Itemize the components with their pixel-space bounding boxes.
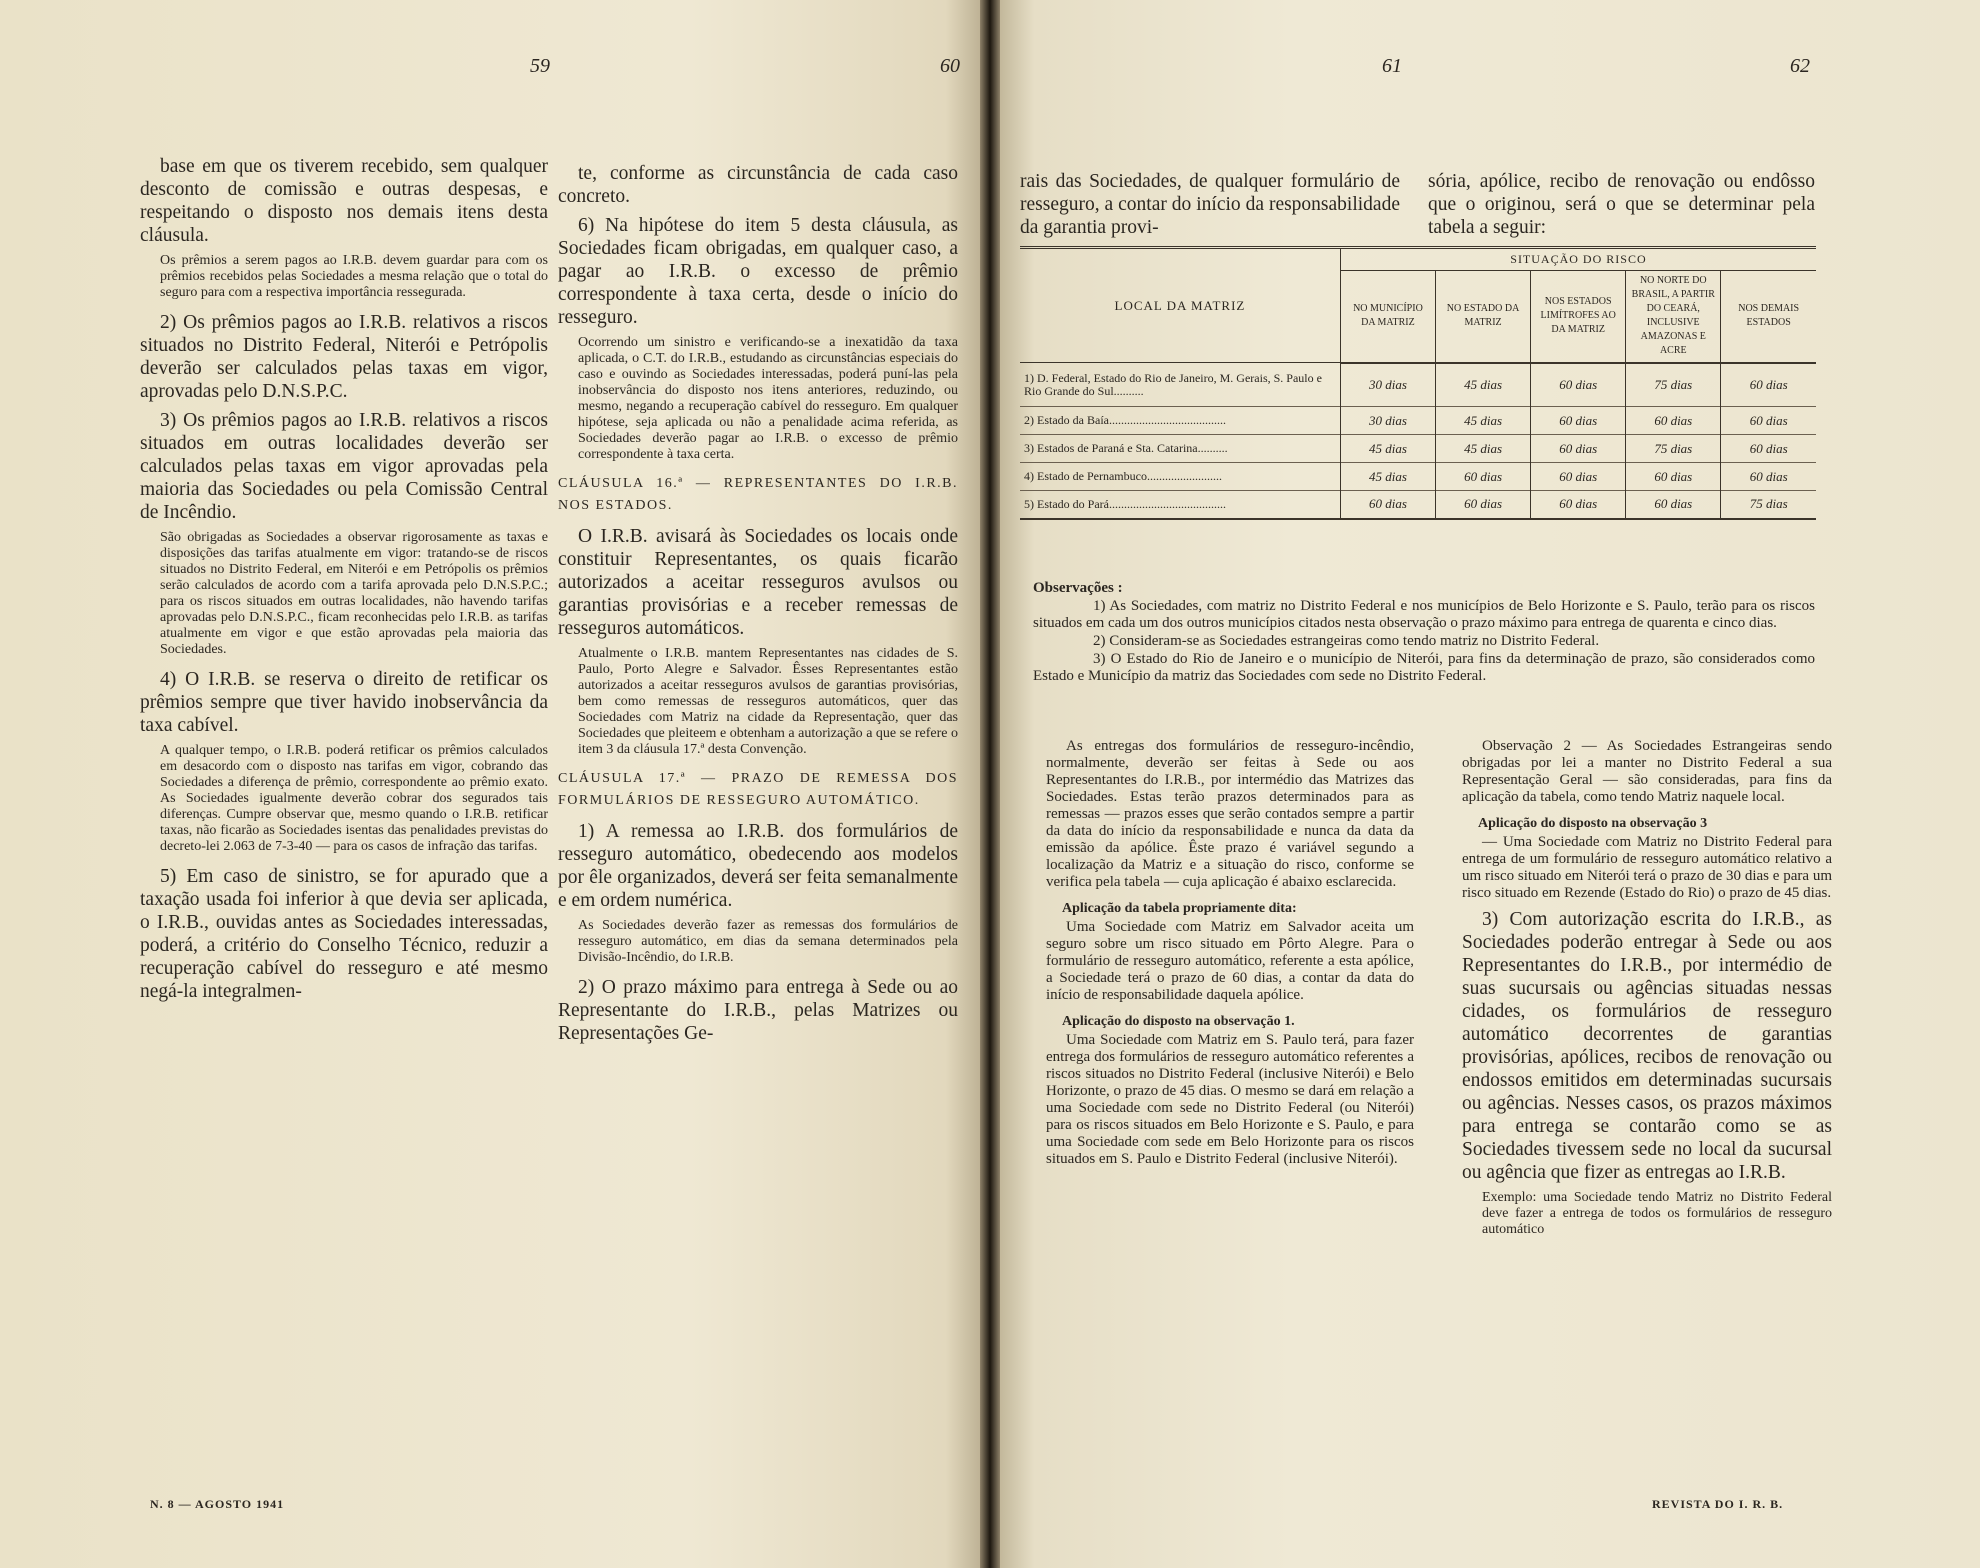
paragraph: A qualquer tempo, o I.R.B. poderá retificar os prêmios calculados em desacordo com o disposto nas tarifas em vigor, cobrando das Sociedades a diferença de prêmio, correspondente ao prêmio exato. As Sociedades igualmente deverão cobrar dos segurados tais diferenças. Cumpre observar que, mesmo quando o I.R.B. retificar taxas, não ficarão as Sociedades isentas das penalidades previstas do decreto-lei 2.063 de 7-3-40 — para os casos de infração das tarifas. — [160, 743, 548, 854]
paragraph: As Sociedades deverão fazer as remessas dos formulários de resseguro automático, em dias da semana determinados pela Divisão-Incêndio, do I.R.B. — [578, 918, 958, 965]
page-number-61: 61 — [1382, 55, 1402, 77]
deadline-cell: 45 dias — [1340, 435, 1435, 463]
paragraph: Uma Sociedade com Matriz em S. Paulo terá, para fazer entrega dos formulários de resseguro automático referentes a riscos situados no Distrito Federal (inclusive Niterói) e Belo Horizonte, o prazo de 45 dias. O mesmo se dará em relação a uma Sociedade com sede no Distrito Federal (ou Niterói) para os riscos situados em Belo Horizonte e S. Paulo, e para uma Sociedade com sede em Belo Horizonte para os riscos situados em S. Paulo e Distrito Federal (inclusive Niterói). — [1046, 1032, 1414, 1167]
observacao-2: 2) Consideram-se as Sociedades estrangeiras como tendo matriz no Distrito Federal. — [1093, 633, 1600, 649]
page-61-top-text — [1020, 170, 1400, 245]
deadline-cell: 75 dias — [1626, 363, 1721, 407]
matrix-location-cell: 5) Estado do Pará....................................... — [1020, 491, 1340, 519]
paragraph: 2) Os prêmios pagos ao I.R.B. relativos a riscos situados no Distrito Federal, Niterói e Petrópolis deverão ser calculados pelas taxas em vigor, aprovadas pelo D.N.S.P.C. — [140, 312, 548, 402]
paragraph: sória, apólice, recibo de renovação ou endôsso que o originou, será o que se determinar pela tabela a seguir: — [1428, 171, 1815, 238]
column-header: NOS ESTADOS LIMÍTROFES AO DA MATRIZ — [1531, 271, 1626, 363]
page-number-60: 60 — [940, 55, 960, 77]
deadline-cell: 60 dias — [1436, 463, 1531, 491]
footer-issue: N. 8 — AGOSTO 1941 — [150, 1497, 285, 1511]
deadline-cell: 60 dias — [1626, 463, 1721, 491]
paragraph: — Uma Sociedade com Matriz no Distrito Federal para entrega de um formulário de resseguro automático relativo a um risco situado em Niterói terá o prazo de 30 dias e para um risco situado em Rezende (Estado do Rio) o prazo de 45 dias. — [1462, 834, 1832, 901]
deadline-cell: 45 dias — [1436, 363, 1531, 407]
paragraph: base em que os tiverem recebido, sem qualquer desconto de comissão e outras despesas, e respeitando o disposto nos demais itens desta cláusula. — [140, 156, 548, 246]
deadline-cell: 60 dias — [1721, 407, 1816, 435]
deadline-cell: 60 dias — [1531, 491, 1626, 519]
clause-heading: CLÁUSULA 16.ª — REPRESENTANTES DO I.R.B. NOS ESTADOS. — [558, 476, 958, 513]
deadline-cell: 45 dias — [1436, 407, 1531, 435]
paragraph: Ocorrendo um sinistro e verificando-se a inexatidão da taxa aplicada, o C.T. do I.R.B., estudando as circunstâncias especiais do caso e ouvindo as Sociedades interessadas, poderá puní-las pela inobservância do disposto nos itens anteriores, reduzindo, ou mesmo, negando a recuperação cabível do resseguro. Em qualquer hipótese, seja aplicada ou não a penalidade acima referida, as Sociedades deverão pagar ao I.R.B. o excesso de prêmio correspondente à taxa certa. — [578, 335, 958, 462]
paragraph: rais das Sociedades, de qualquer formulário de resseguro, a contar do início da responsabilidade da garantia provi- — [1020, 171, 1400, 238]
paragraph: Atualmente o I.R.B. mantem Representantes nas cidades de S. Paulo, Porto Alegre e Salvador. Êsses Representantes estão autorizados a aceitar resseguros avulsos de garantias provisórias, bem como remessas de resseguros automáticos, quer das Sociedades com Matriz na cidade da Representação, quer das Sociedades que pleiteem e obtenham a autorização a que se refere o item 3 da cláusula 17.ª desta Convenção. — [578, 646, 958, 757]
deadline-cell: 60 dias — [1626, 491, 1721, 519]
deadline-cell: 60 dias — [1531, 407, 1626, 435]
matrix-location-cell: 3) Estados de Paraná e Sta. Catarina.......... — [1020, 435, 1340, 463]
paragraph: São obrigadas as Sociedades a observar rigorosamente as taxas e disposições das tarifas atualmente em vigor: tratando-se de riscos situados no Distrito Federal, em Niterói e em Petrópolis os prêmios serão calculados de acordo com a tarifa aprovada pelo D.N.S.P.C.; para os riscos situados em outras localidades, não havendo tarifas aprovadas pelo D.N.S.P.C., ficam reconhecidas pelo I.R.B. as tarifas atualmente em vigor e que estão aprovadas pela maioria das Sociedades. — [160, 530, 548, 657]
table-body — [1020, 363, 1816, 519]
deadline-cell: 60 dias — [1626, 407, 1721, 435]
observacao-1: 1) As Sociedades, com matriz no Distrito Federal e nos municípios de Belo Horizonte e S. Paulo, terão para os riscos situados em cada um dos outros municípios citados nesta observação o prazo máximo para entrega de quarenta e cinco dias. — [1033, 598, 1815, 631]
deadline-cell: 30 dias — [1340, 363, 1435, 407]
deadline-cell: 30 dias — [1340, 407, 1435, 435]
paragraph: 3) Os prêmios pagos ao I.R.B. relativos a riscos situados em outras localidades deverão ser calculados pelas taxas em vigor aprovadas pela maioria das Sociedades ou pela Comissão Central de Incêndio. — [140, 410, 548, 523]
paragraph: Os prêmios a serem pagos ao I.R.B. devem guardar para com os prêmios recebidos pelas Sociedades a mesma relação que o total do seguro para com a respectiva importância ressegurada. — [160, 253, 548, 300]
page-62-column — [1462, 738, 1832, 1248]
page-60-column — [558, 162, 958, 1051]
deadline-cell: 60 dias — [1531, 463, 1626, 491]
table-row — [1020, 363, 1816, 407]
paragraph: 5) Em caso de sinistro, se for apurado que a taxação usada foi inferior à que devia ser aplicada, o I.R.B., ouvidas antes as Sociedades interessadas, poderá, a critério do Conselho Técnico, reduzir a recuperação cabível do resseguro e até mesmo negá-la integralmen- — [140, 866, 548, 1002]
table-row — [1020, 491, 1816, 519]
deadline-cell: 60 dias — [1531, 363, 1626, 407]
deadline-cell: 75 dias — [1626, 435, 1721, 463]
paragraph: 4) O I.R.B. se reserva o direito de retificar os prêmios sempre que tiver havido inobservância da taxa cabível. — [140, 669, 548, 736]
column-header: NOS DEMAIS ESTADOS — [1721, 271, 1816, 363]
risk-deadline-table — [1020, 246, 1816, 520]
subheading: Aplicação do disposto na observação 1. — [1062, 1014, 1295, 1029]
column-header: NO NORTE DO BRASIL, A PARTIR DO CEARÁ, INCLUSIVE AMAZONAS E ACRE — [1626, 271, 1721, 363]
footer-journal: REVISTA DO I. R. B. — [1652, 1497, 1784, 1511]
deadline-cell: 60 dias — [1436, 491, 1531, 519]
paragraph: te, conforme as circunstância de cada caso concreto. — [558, 163, 958, 207]
table-row — [1020, 407, 1816, 435]
paragraph: Uma Sociedade com Matriz em Salvador aceita um seguro sobre um risco situado em Pôrto Alegre. Para o formulário de resseguro automático, referente a esta apólice, a Sociedade terá o prazo de 60 dias, a contar da data do início de responsabilidade daquela apólice. — [1046, 919, 1414, 1003]
paragraph: Exemplo: uma Sociedade tendo Matriz no Distrito Federal deve fazer a entrega de todos os formulários de resseguro automático — [1482, 1190, 1832, 1237]
observacoes-title: Observações : — [1033, 580, 1123, 596]
deadline-cell: 75 dias — [1721, 491, 1816, 519]
deadline-cell: 60 dias — [1721, 435, 1816, 463]
paragraph: 2) O prazo máximo para entrega à Sede ou ao Representante do I.R.B., pelas Matrizes ou Representações Ge- — [558, 977, 958, 1044]
page-number-62: 62 — [1790, 55, 1810, 77]
deadline-cell: 60 dias — [1340, 491, 1435, 519]
observacoes-block — [1033, 580, 1815, 686]
deadline-cell: 60 dias — [1531, 435, 1626, 463]
paragraph: As entregas dos formulários de resseguro-incêndio, normalmente, deverão ser feitas à Sede ou aos Representantes do I.R.B., por intermédio das Matrizes das Sociedades. Estas terão prazos determinados para as remessas — prazos esses que serão contados sempre a partir da data do início da responsabilidade e nunca da data da emissão da apólice. Êste prazo é variável segundo a localização da Matriz e a situação do risco, conforme se verifica pela tabela — cuja aplicação é abaixo esclarecida. — [1046, 738, 1414, 890]
page-61-column — [1046, 738, 1414, 1174]
paragraph: O I.R.B. avisará às Sociedades os locais onde constituir Representantes, os quais ficarão autorizados a aceitar resseguros avulsos ou garantias provisórias e a receber remessas de resseguros automáticos. — [558, 526, 958, 639]
subheading: Aplicação da tabela propriamente dita: — [1062, 901, 1297, 916]
paragraph: 1) A remessa ao I.R.B. dos formulários de resseguro automático, obedecendo aos modelos por êle organizados, deverá ser feita semanalmente e em ordem numérica. — [558, 821, 958, 911]
paragraph: Observação 2 — As Sociedades Estrangeiras sendo obrigadas por lei a manter no Distrito Federal a sua Representação Geral — são consideradas, para fins da aplicação da tabela, como tendo Matriz naquele local. — [1462, 738, 1832, 805]
paragraph: 3) Com autorização escrita do I.R.B., as Sociedades poderão entregar à Sede ou aos Representantes do I.R.B., por intermédio de suas sucursais ou agências situadas nessas cidades, os formulários de resseguro automático decorrentes de garantias provisórias, apólices, recibos de renovação ou endossos emitidos em determinadas sucursais ou agências. Nesses casos, os prazos máximos para entrega se contarão como se as Sociedades tivessem sede no local da sucursal ou agência que fizer as entregas ao I.R.B. — [1462, 909, 1832, 1183]
book-gutter — [980, 0, 1000, 1568]
table-row — [1020, 435, 1816, 463]
deadline-cell: 60 dias — [1721, 463, 1816, 491]
situacao-do-risco-header: SITUAÇÃO DO RISCO — [1340, 248, 1816, 271]
page-number-59: 59 — [530, 55, 550, 77]
observacao-3: 3) O Estado do Rio de Janeiro e o município de Niterói, para fins da determinação de prazo, são considerados como Estado e Município da matriz das Sociedades com sede no Distrito Federal. — [1033, 651, 1815, 684]
page-59-column — [140, 155, 548, 1009]
matrix-location-cell: 2) Estado da Baía....................................... — [1020, 407, 1340, 435]
clause-heading: CLÁUSULA 17.ª — PRAZO DE REMESSA DOS FORMULÁRIOS DE RESSEGURO AUTOMÁTICO. — [558, 771, 958, 808]
table-row — [1020, 463, 1816, 491]
matrix-location-cell: 4) Estado de Pernambuco......................... — [1020, 463, 1340, 491]
column-header: NO ESTADO DA MATRIZ — [1436, 271, 1531, 363]
deadline-cell: 45 dias — [1340, 463, 1435, 491]
table-group-header-row — [1020, 248, 1816, 271]
matrix-location-cell: 1) D. Federal, Estado do Rio de Janeiro, M. Gerais, S. Paulo e Rio Grande do Sul.......... — [1020, 363, 1340, 407]
subheading: Aplicação do disposto na observação 3 — [1478, 816, 1708, 831]
column-header: NO MUNICÍPIO DA MATRIZ — [1340, 271, 1435, 363]
deadline-cell: 45 dias — [1436, 435, 1531, 463]
deadline-cell: 60 dias — [1721, 363, 1816, 407]
page-62-top-text — [1428, 170, 1815, 245]
local-da-matriz-header: LOCAL DA MATRIZ — [1020, 248, 1340, 363]
paragraph: 6) Na hipótese do item 5 desta cláusula, as Sociedades ficam obrigadas, em qualquer caso, a pagar ao I.R.B. o excesso de prêmio correspondente à taxa certa, desde o início do resseguro. — [558, 215, 958, 328]
